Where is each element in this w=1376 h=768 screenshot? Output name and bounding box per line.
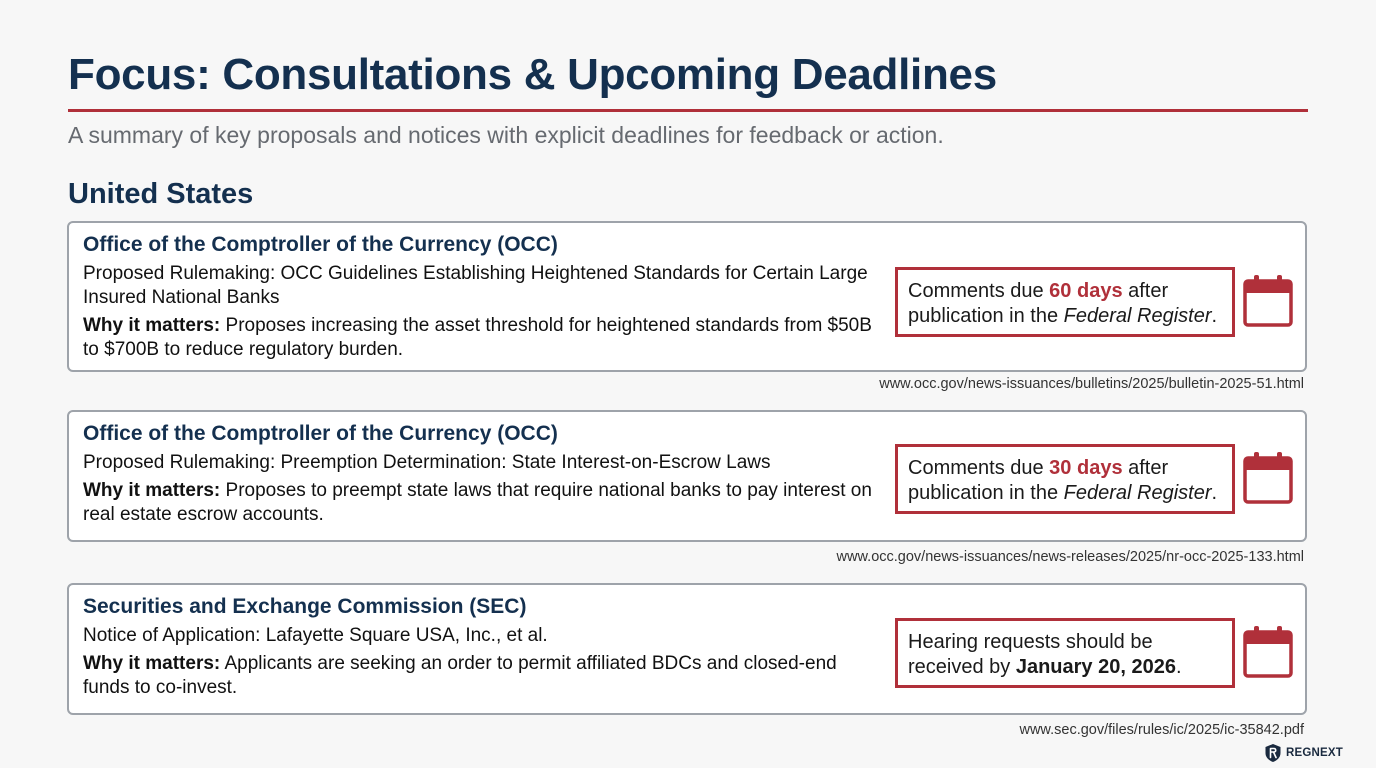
proposal-title: Notice of Application: Lafayette Square USA, Inc., et al.	[83, 625, 548, 646]
deadline-date: January 20, 2026	[1015, 656, 1176, 678]
calendar-icon	[1242, 624, 1294, 679]
deadline-text: .	[1175, 656, 1182, 678]
agency-name: Office of the Comptroller of the Currency (OCC)	[83, 233, 558, 256]
deadline-box	[895, 618, 1235, 688]
why-text: Proposes increasing the asset threshold for heightened standards from $50B to $700B to reduce regulatory burden.	[83, 315, 872, 360]
agency-name: Securities and Exchange Commission (SEC)	[83, 595, 527, 618]
proposal-title: Proposed Rulemaking: Preemption Determination: State Interest-on-Escrow Laws	[83, 452, 771, 473]
federal-register-label: Federal Register	[1063, 305, 1212, 327]
why-label: Why it matters:	[83, 480, 221, 501]
card-details	[83, 231, 883, 362]
why-it-matters	[83, 314, 883, 362]
shield-r-logo-icon	[1264, 743, 1282, 763]
agency-name: Office of the Comptroller of the Currency (OCC)	[83, 422, 558, 445]
deadline-text: .	[1211, 482, 1218, 504]
why-text: Applicants are seeking an order to permit affiliated BDCs and closed-end funds to co-invest.	[83, 653, 837, 698]
proposal-title: Proposed Rulemaking: OCC Guidelines Establishing Heightened Standards for Certain Large Insured National Banks	[83, 263, 868, 308]
deadline-text: Hearing requests should be received by	[908, 631, 1153, 678]
page-title: Focus: Consultations & Upcoming Deadlines	[68, 50, 997, 99]
source-link[interactable]: www.occ.gov/news-issuances/bulletins/2025/bulletin-2025-51.html	[879, 376, 1304, 392]
brand-name: REGNEXT	[1286, 747, 1343, 759]
title-divider	[68, 109, 1308, 112]
region-heading: United States	[68, 178, 254, 210]
deadline-text: .	[1211, 305, 1218, 327]
card-details	[83, 593, 883, 700]
source-link[interactable]: www.occ.gov/news-issuances/news-releases/2025/nr-occ-2025-133.html	[836, 549, 1304, 565]
why-label: Why it matters:	[83, 315, 221, 336]
deadline-text: Comments due	[908, 280, 1050, 302]
consultation-card	[67, 583, 1307, 715]
deadline-days: 60 days	[1049, 280, 1123, 302]
deadline-text: after publication in the	[908, 280, 1169, 327]
card-details	[83, 420, 883, 527]
why-it-matters	[83, 479, 883, 527]
federal-register-label: Federal Register	[1063, 482, 1212, 504]
deadline-text: Comments due	[908, 457, 1050, 479]
calendar-icon	[1242, 273, 1294, 328]
why-label: Why it matters:	[83, 653, 221, 674]
deadline-days: 30 days	[1049, 457, 1123, 479]
deadline-text: after publication in the	[908, 457, 1169, 504]
consultation-card	[67, 221, 1307, 372]
why-it-matters	[83, 652, 883, 700]
calendar-icon	[1242, 450, 1294, 505]
brand-logo	[1264, 743, 1343, 763]
deadline-box	[895, 444, 1235, 514]
why-text: Proposes to preempt state laws that require national banks to pay interest on real estate escrow accounts.	[83, 480, 872, 525]
source-link[interactable]: www.sec.gov/files/rules/ic/2025/ic-35842.pdf	[1019, 722, 1304, 738]
consultation-card	[67, 410, 1307, 542]
deadline-box	[895, 267, 1235, 337]
page-subtitle: A summary of key proposals and notices with explicit deadlines for feedback or action.	[68, 122, 944, 148]
